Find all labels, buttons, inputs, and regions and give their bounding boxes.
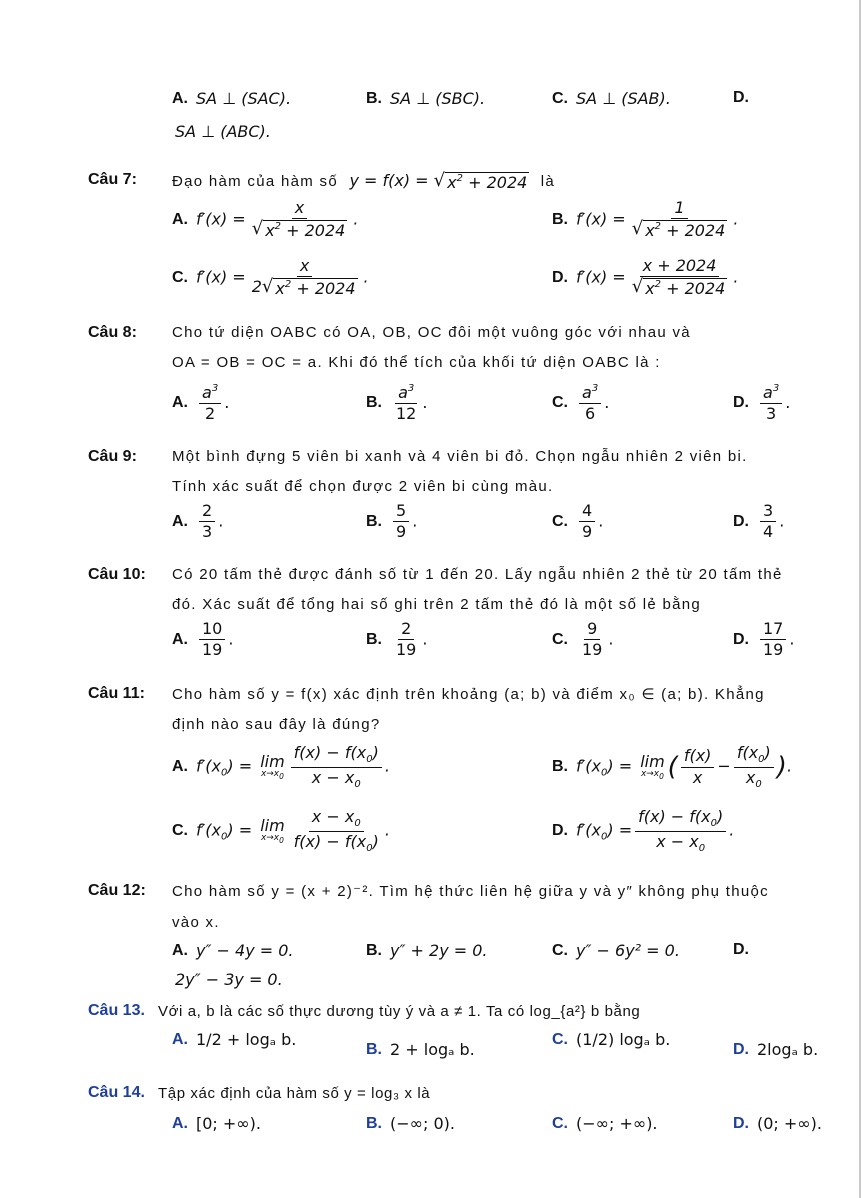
q9-option-b-label: B. — [366, 512, 382, 530]
q10-option-d — [733, 620, 794, 660]
q6-option-a — [172, 89, 291, 108]
q8-option-a-label: A. — [172, 394, 188, 412]
q10-option-c-value: $\frac{9}{19}$ . — [582, 619, 614, 660]
q8-option-c-value: $\frac{a^3}{6}$ . — [576, 383, 609, 424]
q12-option-c — [552, 941, 680, 960]
q10-option-a-value: $\frac{10}{19}$ . — [196, 620, 233, 660]
q14-option-a-label: A. — [172, 1114, 188, 1132]
q9-option-c-label: C. — [552, 512, 568, 530]
q11-option-d — [552, 808, 734, 854]
q12-option-b-label: B. — [366, 941, 382, 959]
q6-option-b-text: SA ⊥ (SBC). — [390, 89, 486, 108]
q12-option-a — [172, 941, 294, 960]
q10-option-b-label: B. — [366, 630, 382, 648]
q7-number: Câu 7: — [88, 171, 137, 188]
q14-option-a-value: [0; +∞). — [196, 1114, 261, 1133]
q13-option-a-value: 1/2 + logₐ b. — [196, 1030, 297, 1049]
q11-option-a-label: A. — [172, 758, 188, 775]
q12-option-c-text: y″ − 6y² = 0. — [576, 941, 680, 960]
q10-option-c — [552, 620, 613, 660]
q11-option-d-formula: $f'(x_0)$ = $\frac{f(x) - f(x_0)}{x - x_0}$ . — [576, 807, 735, 854]
q7-option-a — [172, 199, 358, 241]
q13-option-d — [733, 1040, 818, 1059]
q8-option-b — [366, 383, 427, 424]
q9-option-a — [172, 502, 223, 542]
q7-option-c — [172, 257, 369, 299]
q12-option-a-text: y″ − 4y = 0. — [196, 941, 294, 960]
q13-option-c-label: C. — [552, 1030, 568, 1048]
q11-number: Câu 11: — [88, 685, 145, 702]
q12-option-b — [366, 941, 488, 960]
q6-option-c-text: SA ⊥ (SAB). — [576, 89, 671, 108]
q7-option-d-label: D. — [552, 268, 568, 286]
q12-line-1: Cho hàm số y = (x + 2)⁻². Tìm hệ thức liên hệ giữa y và y″ không phụ thuộc — [172, 883, 769, 900]
q8-option-a-value: $\frac{a^3}{2}$ . — [196, 383, 229, 424]
q7-option-c-formula: f′(x) = x 2 √ $x^2 + 2024$ . — [196, 256, 369, 299]
q8-option-a — [172, 383, 229, 424]
q9-line-2: Tính xác suất để chọn được 2 viên bi cùng màu. — [172, 478, 554, 495]
q11-option-b — [552, 744, 792, 790]
q14-option-a — [172, 1114, 261, 1133]
q10-option-c-label: C. — [552, 630, 568, 648]
q11-option-c-label: C. — [172, 822, 188, 839]
q14-option-b-label: B. — [366, 1114, 382, 1132]
q14-number: Câu 14. — [88, 1084, 145, 1101]
q9-option-c — [552, 502, 603, 542]
q7-option-b-formula: f′(x) = 1 √ $x^2 + 2024$ . — [576, 198, 739, 241]
q7-option-a-formula: f′(x) = x √ $x^2 + 2024$ . — [196, 198, 359, 241]
q8-option-b-value: $\frac{a^3}{12}$ . — [396, 383, 428, 424]
q9-option-b — [366, 502, 417, 542]
q9-option-d-value: $\frac{3}{4}$ . — [757, 502, 784, 542]
q13-option-b-value: 2 + logₐ b. — [390, 1040, 475, 1059]
q10-line-1: Có 20 tấm thẻ được đánh số từ 1 đến 20. Lấy ngẫu nhiên 2 thẻ từ 20 tấm thẻ — [172, 566, 783, 583]
q7-option-d — [552, 257, 738, 299]
q11-option-b-formula: $f'(x_0)$ = lim $x\to x_0$ ( $\frac{f(x)}{x}$ − $\frac{f(x_0)}{x_0}$ ). — [576, 743, 793, 790]
q11-option-c — [172, 808, 390, 854]
q13-option-d-value: 2logₐ b. — [757, 1040, 819, 1059]
q14-option-d-value: (0; +∞). — [757, 1114, 822, 1133]
q10-option-d-value: $\frac{17}{19}$ . — [757, 620, 794, 660]
q6-option-d-label: D. — [733, 89, 749, 106]
q8-option-d-value: $\frac{a^3}{3}$ . — [757, 383, 790, 424]
q6-option-a-text: SA ⊥ (SAC). — [196, 89, 292, 108]
q6-option-d-text-line — [175, 122, 271, 141]
q9-option-d — [733, 502, 784, 542]
q8-line-1: Cho tứ diện OABC có OA, OB, OC đôi một vuông góc với nhau và — [172, 324, 691, 341]
q9-line-1: Một bình đựng 5 viên bi xanh và 4 viên bi đỏ. Chọn ngẫu nhiên 2 viên bi. — [172, 448, 748, 465]
q6-option-c — [552, 89, 671, 108]
q14-option-d-label: D. — [733, 1114, 749, 1132]
q9-option-b-value: $\frac{5}{9}$ . — [390, 502, 417, 542]
q12-option-b-text: y″ + 2y = 0. — [390, 941, 488, 960]
q11-option-c-formula: $f'(x_0)$ = lim $x\to x_0$ $\frac{x - x_0}{f(x) - f(x_0)}$ . — [196, 807, 390, 854]
q6-option-b-label: B. — [366, 89, 382, 107]
q9-option-a-value: $\frac{2}{3}$ . — [196, 502, 223, 542]
q6-option-b — [366, 89, 485, 108]
q10-number: Câu 10: — [88, 566, 146, 583]
q12-option-a-label: A. — [172, 941, 188, 959]
q9-option-a-label: A. — [172, 512, 188, 530]
q14-text: Tập xác định của hàm số y = log₃ x là — [158, 1085, 431, 1102]
q8-option-d-label: D. — [733, 394, 749, 412]
q14-option-b-value: (−∞; 0). — [390, 1114, 455, 1133]
q7-function: y = f(x) = √ $x^2 + 2024$ — [349, 170, 528, 192]
q7-option-b — [552, 199, 738, 241]
q12-line-2: vào x. — [172, 914, 220, 931]
q9-option-d-label: D. — [733, 512, 749, 530]
q13-text: Với a, b là các số thực dương tùy ý và a ≠ 1. Ta có log_{a²} b bằng — [158, 1003, 641, 1020]
q9-option-c-value: $\frac{4}{9}$ . — [576, 502, 603, 542]
q13-option-d-label: D. — [733, 1040, 749, 1058]
q12-option-d-label: D. — [733, 941, 749, 958]
q8-option-d — [733, 383, 790, 424]
q7-text — [172, 171, 555, 192]
q9-number: Câu 9: — [88, 448, 137, 465]
q10-option-d-label: D. — [733, 630, 749, 648]
q14-option-c-value: (−∞; +∞). — [576, 1114, 658, 1133]
q13-option-c — [552, 1030, 670, 1049]
q14-option-b — [366, 1114, 455, 1133]
q7-option-a-label: A. — [172, 210, 188, 228]
q6-option-c-label: C. — [552, 89, 568, 107]
q13-option-b — [366, 1040, 475, 1059]
q8-number: Câu 8: — [88, 324, 137, 341]
q10-option-b-value: $\frac{2}{19}$ . — [396, 619, 428, 660]
q13-option-a-label: A. — [172, 1030, 188, 1048]
q13-option-c-value: (1/2) logₐ b. — [576, 1030, 671, 1049]
q12-number: Câu 12: — [88, 882, 146, 899]
q13-number: Câu 13. — [88, 1002, 145, 1019]
q7-text-after: là — [540, 173, 556, 190]
q10-option-b — [366, 620, 427, 660]
q12-option-d-text: 2y″ − 3y = 0. — [175, 970, 283, 989]
q11-line-1: Cho hàm số y = f(x) xác định trên khoảng (a; b) và điểm x₀ ∈ (a; b). Khẳng — [172, 686, 765, 703]
q8-line-2: OA = OB = OC = a. Khi đó thể tích của khối tứ diện OABC là : — [172, 354, 661, 371]
q8-option-b-label: B. — [366, 394, 382, 412]
q6-option-d-text: SA ⊥ (ABC). — [175, 122, 271, 141]
q6-option-a-label: A. — [172, 89, 188, 107]
q11-line-2: định nào sau đây là đúng? — [172, 716, 381, 733]
q6-option-d — [733, 89, 757, 107]
q7-text-before: Đạo hàm của hàm số — [172, 173, 338, 190]
q14-option-c-label: C. — [552, 1114, 568, 1132]
q12-option-d-text-line — [175, 970, 283, 989]
q11-option-d-label: D. — [552, 822, 568, 839]
q11-option-b-label: B. — [552, 758, 568, 775]
q10-line-2: đó. Xác suất để tổng hai số ghi trên 2 tấm thẻ đó là một số lẻ bằng — [172, 596, 702, 613]
q10-option-a — [172, 620, 233, 660]
q12-option-c-label: C. — [552, 941, 568, 959]
q11-option-a-formula: $f'(x_0)$ = lim $x\to x_0$ $\frac{f(x) - f(x_0)}{x - x_0}$ . — [196, 743, 390, 790]
q8-option-c — [552, 383, 609, 424]
q7-option-c-label: C. — [172, 268, 188, 286]
q11-option-a — [172, 744, 390, 790]
q13-option-b-label: B. — [366, 1040, 382, 1058]
q13-option-a — [172, 1030, 296, 1049]
q14-option-d — [733, 1114, 822, 1133]
q10-option-a-label: A. — [172, 630, 188, 648]
q7-option-d-formula: f′(x) = x + 2024 √ $x^2 + 2024$ . — [576, 256, 739, 299]
q8-option-c-label: C. — [552, 394, 568, 412]
q14-option-c — [552, 1114, 658, 1133]
q12-option-d — [733, 941, 757, 959]
q7-option-b-label: B. — [552, 210, 568, 228]
